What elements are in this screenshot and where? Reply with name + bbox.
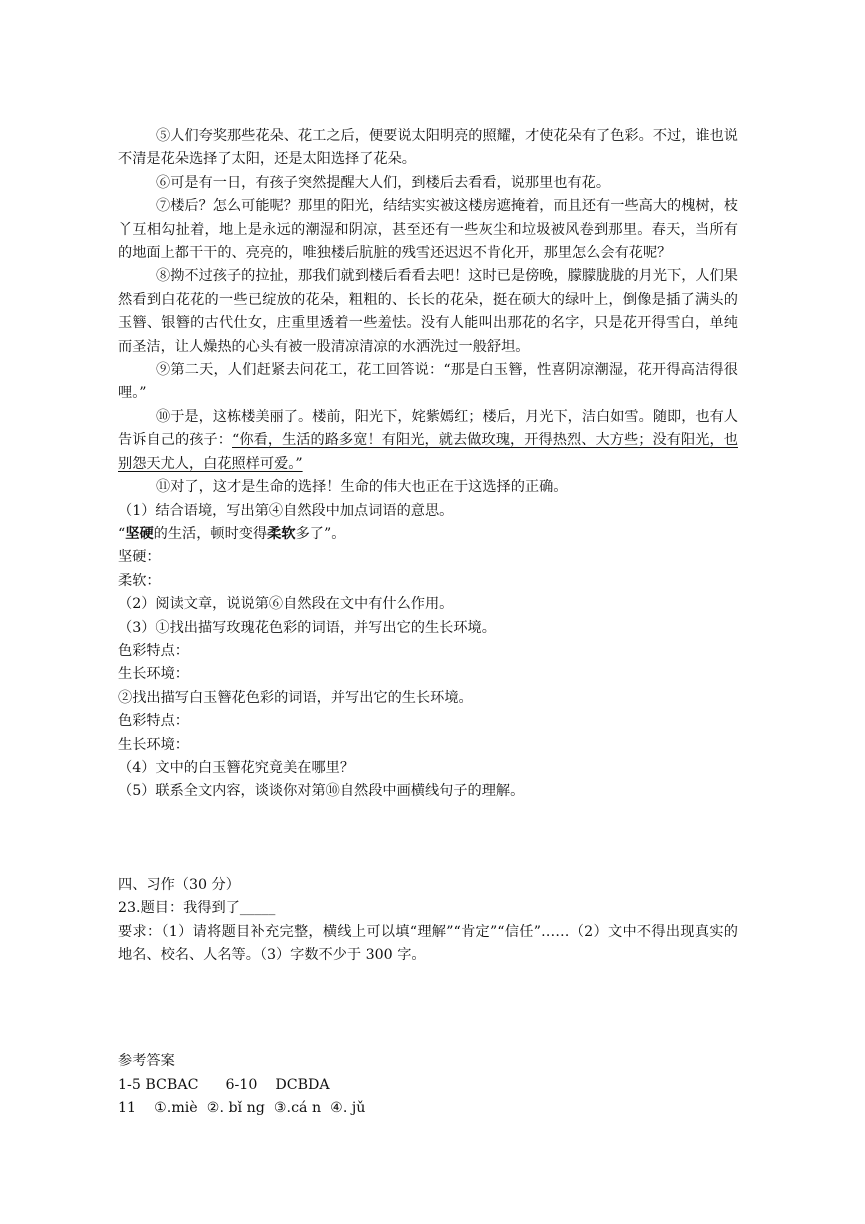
passage-paragraph-11: ⑪对了，这才是生命的选择！生命的伟大也正在于这选择的正确。: [156, 479, 568, 496]
passage-paragraph-8: ⑧拗不过孩子的拉扯，那我们就到楼后看看去吧！这时已是傍晚，朦朦胧胧的月光下，人们果然看到白花花的一些已绽放的花朵，粗粗的、长长的花朵，挺在硕大的绿叶上，倒像是插了满头的玉簪、银簪的古代仕女，庄重里透着一些羞怯。没有人能叫出那花的名字，只是花开得雪白，单纯而圣洁，让人燥热的心头有被一股清凉清凉的水洒洗过一般舒坦。: [118, 268, 738, 355]
question-4: （4）文中的白玉簪花究竟美在哪里？: [118, 759, 355, 776]
dotted-word-soft: 柔软: [267, 525, 296, 542]
question-3: （3）①找出描写玫瑰花色彩的词语，并写出它的生长环境。: [118, 619, 496, 636]
writing-title: 23.题目：我得到了_____: [118, 900, 276, 917]
spacer: [118, 804, 738, 874]
answer-line-jade-color: 色彩特点：: [118, 713, 189, 730]
paragraph-10-intro: ⑩于是，这栋楼美丽了。楼前，阳光下，姹紫嫣红；楼后，月光下，洁白如雪。随即，也有人告诉自己的孩子：: [118, 408, 738, 449]
dotted-word-hard: 坚硬: [125, 525, 154, 542]
passage-paragraph-7: ⑦楼后？怎么可能呢？那里的阳光，结结实实被这楼房遮掩着，而且还有一些高大的槐树，枝丫互相勾扯着，地上是永远的潮湿和阴凉，甚至还有一些灰尘和垃圾被风卷到那里。春天，当所有的地面上都干干的、亮亮的，唯独楼后肮脏的残雪还迟迟不肯化开，那里怎么会有花呢？: [118, 198, 738, 262]
answer-line-jade-environment: 生长环境：: [118, 736, 189, 753]
answers-line-2: 11 ①.miè ②. bǐ ng ③.cá n ④. jǔ: [118, 1100, 366, 1117]
question-3b: ②找出描写白玉簪花色彩的词语，并写出它的生长环境。: [118, 689, 473, 706]
passage-paragraph-6: ⑥可是有一日，有孩子突然提醒大人们，到楼后去看看，说那里也有花。: [156, 174, 611, 191]
answers-heading: 参考答案: [118, 1053, 175, 1070]
passage-paragraph-9: ⑨第二天，人们赶紧去问花工，花工回答说：“那是白玉簪，性喜阴凉潮湿，花开得高洁得很哩。”: [118, 362, 738, 402]
passage-paragraph-5: ⑤人们夸奖那些花朵、花工之后，便要说太阳明亮的照耀，才使花朵有了色彩。不过，谁也说不清是花朵选择了太阳，还是太阳选择了花朵。: [118, 128, 738, 168]
answer-line-hard: 坚硬：: [118, 549, 161, 566]
answer-line-rose-color: 色彩特点：: [118, 642, 189, 659]
writing-requirements: 要求：（1）请将题目补充完整，横线上可以填“理解”“肯定”“信任”……（2）文中不得出现真实的地名、校名、人名等。（3）字数不少于 300 字。: [118, 923, 738, 963]
question-1-quote: “坚硬的生活，顿时变得柔软多了”。: [118, 525, 346, 542]
document-page: [118, 125, 738, 1121]
answer-line-soft: 柔软：: [118, 572, 161, 589]
question-1: （1）结合语境，写出第④自然段中加点词语的意思。: [118, 502, 454, 519]
answer-line-rose-environment: 生长环境：: [118, 666, 189, 683]
passage-paragraph-10: [118, 406, 738, 476]
underlined-sentence: “你看，生活的路多宽！有阳光，就去做玫瑰，开得热烈、大方些；没有阳光，也别怨天尤人，白花照样可爱。”: [118, 432, 738, 472]
question-2: （2）阅读文章，说说第⑥自然段在文中有什么作用。: [118, 596, 454, 613]
question-5: （5）联系全文内容，谈谈你对第⑩自然段中画横线句子的理解。: [118, 783, 525, 800]
answers-line-1: 1-5 BCBAC 6-10 DCBDA: [118, 1076, 330, 1093]
spacer: [118, 967, 738, 1050]
section-heading-writing: 四、习作（30 分）: [118, 876, 240, 893]
